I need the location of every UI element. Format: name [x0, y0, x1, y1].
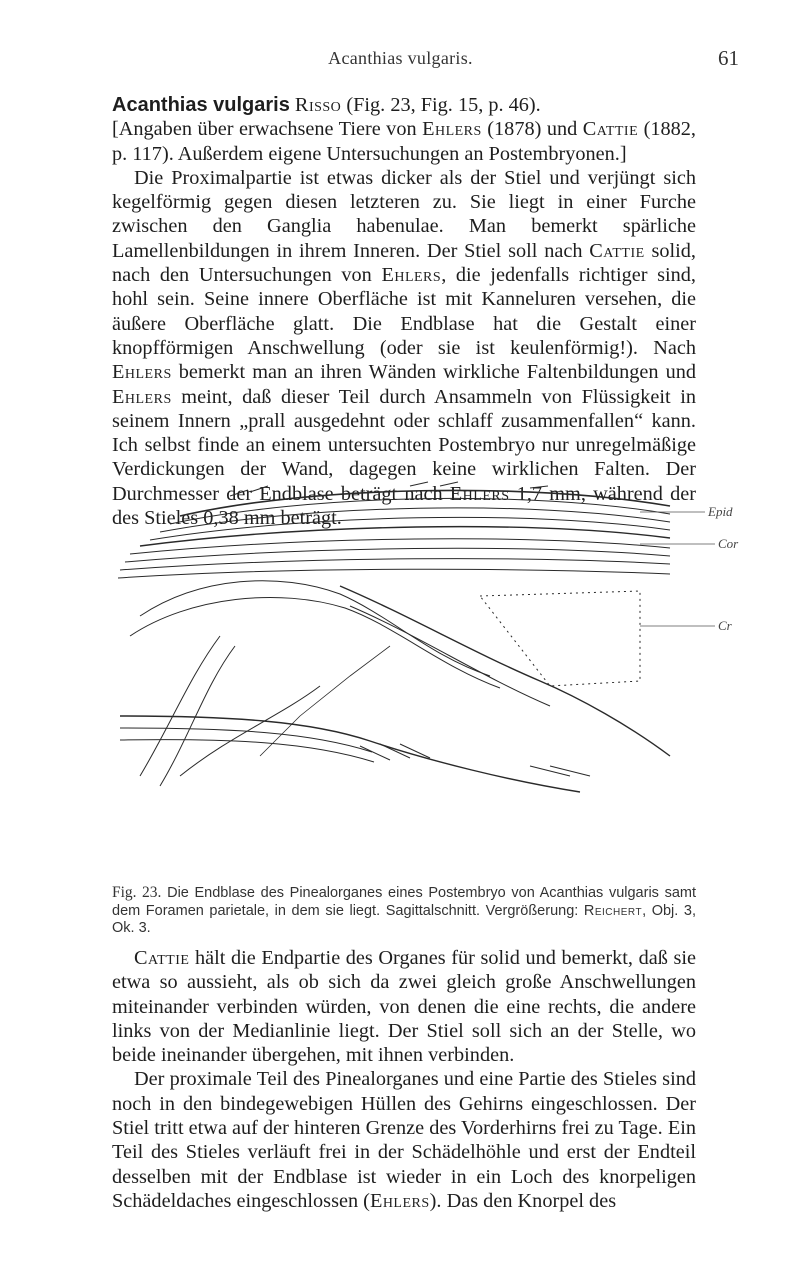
figure-caption: Fig. 23. Die Endblase des Pinealorganes eines Postembryo von Acanthias vulgaris samt dem Foramen parietale, in dem sie liegt. Sagittalschnitt. Vergrößerung: Reichert, Obj. 3, Ok. 3. — [112, 884, 696, 936]
running-head — [0, 48, 801, 78]
text-block-top — [112, 93, 696, 530]
section-heading-paragraph — [112, 93, 696, 117]
running-title: Acanthias vulgaris. — [328, 48, 473, 68]
pineal-section-drawing — [110, 476, 750, 806]
label-cr: Cr — [718, 618, 732, 633]
author-name: Ehlers — [112, 385, 172, 408]
author-name: Reichert — [583, 902, 643, 919]
author-name: Ehlers — [422, 118, 482, 141]
author-name: Ehlers — [449, 482, 510, 505]
species-author: Risso — [294, 94, 342, 116]
paragraph-proximal-part: Der proximale Teil des Pinealorganes und eine Partie des Stieles sind noch in den bindegewebigen Hüllen des Gehirns eingeschlossen. Der Stiel tritt etwa auf der hinteren Grenze des Vorderhirns frei zu Tage. Ein Teil des Stieles verläuft frei in der Schädelhöhle und erst der Endteil desselben mit der Endblase ist wieder in ein Loch des knorpeligen Schädeldaches eingeschlossen (Ehlers). Das den Knorpel des — [112, 1068, 696, 1212]
author-name: Cattie — [582, 118, 639, 141]
author-name: Ehlers — [369, 1189, 430, 1212]
paragraph-proximal: Die Proximalpartie ist etwas dicker als der Stiel und verjüngt sich kegelförmig gegen diesen letzteren zu. Sie liegt in einer Furche zwischen den Ganglia habenulae. Man bemerkt spärliche Lamellenbildungen in ihrem Inneren. Der Stiel soll nach Cattie solid, nach den Untersuchungen von Ehlers, die jedenfalls richtiger sind, hohl sein. Seine innere Oberfläche ist mit Kanneluren versehen, die äußere Oberfläche glatt. Die Endblase hat die Gestalt einer knopfförmigen Anschwellung (oder sie ist keulenförmig!). Nach Ehlers bemerkt man an ihren Wänden wirkliche Faltenbildungen und Ehlers meint, daß dieser Teil durch Ansammeln von Flüssigkeit in seinem Innern „prall ausgedehnt oder schlaff zusammenfallen“ kann. Ich selbst finde an einem untersuchten Postembryo nur unregelmäßige Verdickungen der Wand, dagegen keine wirklichen Falten. Der Durchmesser der Endblase beträgt nach Ehlers 1,7 mm, während der des Stieles 0,38 mm beträgt. — [112, 166, 696, 530]
author-name: Cattie — [134, 947, 190, 969]
author-name: Ehlers — [112, 361, 172, 384]
page-number: 61 — [718, 46, 739, 70]
caption-lead: Fig. 23. — [112, 884, 162, 901]
label-cor: Cor — [718, 536, 739, 551]
author-name: Ehlers — [381, 264, 442, 287]
figure-labels — [640, 504, 739, 633]
paragraph-sources: [Angaben über erwachsene Tiere von Ehlers (1878) und Cattie (1882, p. 117). Außerdem eigene Untersuchungen an Postembryonen.] — [112, 118, 697, 165]
species-heading: Acanthias vulgaris — [112, 94, 290, 116]
author-name: Cattie — [589, 239, 645, 262]
figure-refs: (Fig. 23, Fig. 15, p. 46). — [346, 94, 541, 116]
figure-23-section — [110, 476, 750, 806]
text-block-bottom — [112, 946, 696, 1213]
paragraph-cattie: Cattie hält die Endpartie des Organes für solid und bemerkt, daß sie etwa so aussieht, als ob sich da zwei gleich große Anschwellungen miteinander verbinden würden, von denen die eine rechts, die andere links von der Medianlinie liegt. Der Stiel soll sich an der Stelle, wo beide ineinander übergehen, mit ihnen verbinden. — [112, 947, 696, 1067]
label-epid: Epid — [708, 504, 733, 519]
